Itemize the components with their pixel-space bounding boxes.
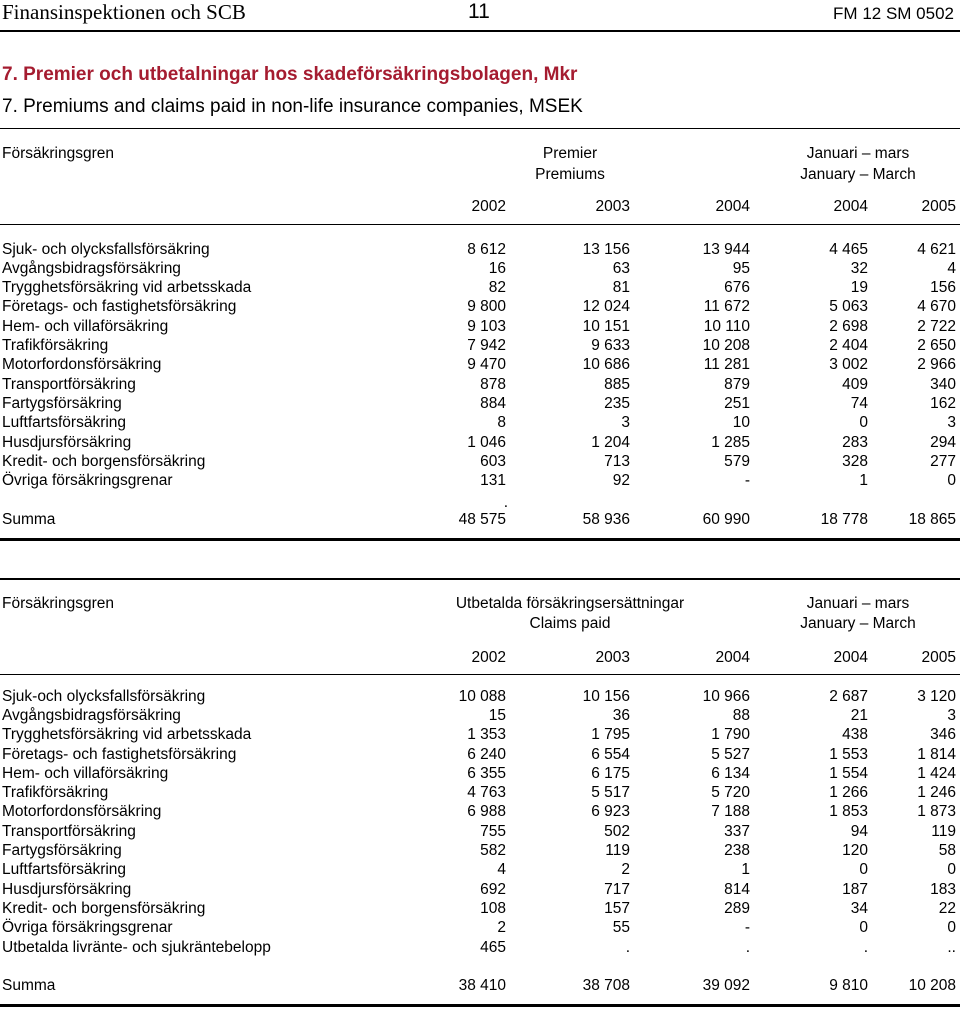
cell-value: 1 873 xyxy=(917,803,956,820)
cell-value: 5 527 xyxy=(711,746,750,763)
cell-value: 22 xyxy=(938,900,956,917)
row-label: Transportförsäkring xyxy=(2,823,136,840)
cell-value: 16 xyxy=(488,260,506,277)
cell-value: 755 xyxy=(480,823,506,840)
cell-value: 4 670 xyxy=(917,298,956,315)
cell-value: 5 720 xyxy=(711,784,750,801)
header-rule xyxy=(0,30,960,32)
cell-value: 1 853 xyxy=(829,803,868,820)
cell-value: 6 554 xyxy=(591,746,630,763)
cell-value: 10 088 xyxy=(458,688,506,705)
cell-value: 58 xyxy=(938,842,956,859)
total-label: Summa xyxy=(2,977,56,994)
cell-value: 10 686 xyxy=(582,356,630,373)
cell-value: 3 xyxy=(947,414,956,431)
row-label: Motorfordonsförsäkring xyxy=(2,803,162,820)
cell-value: 1 046 xyxy=(467,434,506,451)
cell-value: 19 xyxy=(850,279,868,296)
quarter-header-en: January – March xyxy=(800,615,916,632)
total-value: 58 936 xyxy=(582,511,630,528)
cell-value: 108 xyxy=(480,900,506,917)
cell-value: 328 xyxy=(842,453,868,470)
cell-value: 603 xyxy=(480,453,506,470)
stray-dot: . xyxy=(503,494,508,511)
cell-value: 1 554 xyxy=(829,765,868,782)
cell-value: 2 xyxy=(621,861,630,878)
cell-value: 4 763 xyxy=(467,784,506,801)
cell-value: 438 xyxy=(842,726,868,743)
cell-value: 0 xyxy=(947,861,956,878)
row-label: Kredit- och borgensförsäkring xyxy=(2,900,206,917)
cell-value: 289 xyxy=(724,900,750,917)
cell-value: 120 xyxy=(842,842,868,859)
cell-value: 6 175 xyxy=(591,765,630,782)
cell-value: 885 xyxy=(604,376,630,393)
cell-value: 4 621 xyxy=(917,241,956,258)
row-label: Övriga försäkringsgrenar xyxy=(2,472,173,489)
year-header: 2005 xyxy=(921,198,956,215)
cell-value: 32 xyxy=(850,260,868,277)
cell-value: 2 650 xyxy=(917,337,956,354)
header-rule xyxy=(0,224,960,225)
cell-value: 346 xyxy=(930,726,956,743)
cell-value: 6 988 xyxy=(467,803,506,820)
row-label: Trygghetsförsäkring vid arbetsskada xyxy=(2,726,252,743)
cell-value: 579 xyxy=(724,453,750,470)
cell-value: 156 xyxy=(930,279,956,296)
cell-value: 2 698 xyxy=(829,318,868,335)
year-header: 2005 xyxy=(921,649,956,666)
cell-value: 11 672 xyxy=(703,298,750,315)
year-header: 2002 xyxy=(471,198,506,215)
cell-value: 94 xyxy=(850,823,868,840)
cell-value: 10 xyxy=(732,414,750,431)
cell-value: 0 xyxy=(859,861,868,878)
cell-value: 131 xyxy=(480,472,506,489)
cell-value: 9 470 xyxy=(467,356,506,373)
row-label: Husdjursförsäkring xyxy=(2,434,132,451)
cell-value: 187 xyxy=(842,881,868,898)
row-label: Sjuk- och olycksfallsförsäkring xyxy=(2,241,210,258)
cell-value: - xyxy=(744,472,750,489)
cell-value: 21 xyxy=(850,707,868,724)
cell-value: 0 xyxy=(947,919,956,936)
page-number: 11 xyxy=(468,0,490,23)
cell-value: 1 814 xyxy=(917,746,956,763)
row-label: Företags- och fastighetsförsäkring xyxy=(2,298,237,315)
total-value: 60 990 xyxy=(702,511,750,528)
cell-value: 1 246 xyxy=(917,784,956,801)
total-value: 18 865 xyxy=(908,511,956,528)
cell-value: 582 xyxy=(480,842,506,859)
year-header: 2002 xyxy=(471,649,506,666)
total-value: 38 410 xyxy=(458,977,506,994)
cell-value: 0 xyxy=(859,414,868,431)
row-label: Avgångsbidragsförsäkring xyxy=(2,260,181,277)
cell-value: 878 xyxy=(480,376,506,393)
quarter-header-en: January – March xyxy=(800,166,916,183)
cell-value: 1 424 xyxy=(917,765,956,782)
total-value: 10 208 xyxy=(908,977,956,994)
cell-value: .. xyxy=(947,939,956,956)
header-publisher: Finansinspektionen och SCB xyxy=(2,0,246,24)
cell-value: 5 517 xyxy=(591,784,630,801)
total-label: Summa xyxy=(2,511,56,528)
cell-value: 1 xyxy=(859,472,868,489)
cell-value: 11 281 xyxy=(703,356,750,373)
cell-value: 3 002 xyxy=(829,356,868,373)
row-label: Luftfartsförsäkring xyxy=(2,861,127,878)
cell-value: 277 xyxy=(930,453,956,470)
cell-value: 502 xyxy=(604,823,630,840)
cell-value: 2 xyxy=(497,919,506,936)
cell-value: 74 xyxy=(850,395,868,412)
cell-value: 157 xyxy=(604,900,630,917)
cell-value: 2 966 xyxy=(917,356,956,373)
cell-value: 2 722 xyxy=(917,318,956,335)
cell-value: 340 xyxy=(930,376,956,393)
cell-value: 63 xyxy=(612,260,630,277)
cell-value: 1 285 xyxy=(711,434,750,451)
row-label: Hem- och villaförsäkring xyxy=(2,765,169,782)
row-label: Företags- och fastighetsförsäkring xyxy=(2,746,237,763)
cell-value: 10 208 xyxy=(702,337,750,354)
cell-value: 283 xyxy=(842,434,868,451)
title-rule xyxy=(0,128,960,129)
header-series: FM 12 SM 0502 xyxy=(833,4,954,23)
cell-value: 409 xyxy=(842,376,868,393)
cell-value: 294 xyxy=(930,434,956,451)
row-label: Utbetalda livränte- och sjukräntebelopp xyxy=(2,939,271,956)
cell-value: 34 xyxy=(850,900,868,917)
cell-value: 6 355 xyxy=(467,765,506,782)
cell-value: 10 966 xyxy=(702,688,750,705)
cell-value: 162 xyxy=(930,395,956,412)
row-label: Trygghetsförsäkring vid arbetsskada xyxy=(2,279,252,296)
cell-value: 3 xyxy=(621,414,630,431)
cell-value: 2 687 xyxy=(829,688,868,705)
cell-value: 12 024 xyxy=(582,298,630,315)
cell-value: - xyxy=(744,919,750,936)
cell-value: 884 xyxy=(480,395,506,412)
cell-value: 879 xyxy=(724,376,750,393)
premiums-header-en: Premiums xyxy=(535,166,605,183)
cell-value: 1 xyxy=(741,861,750,878)
cell-value: 4 xyxy=(497,861,506,878)
cell-value: . xyxy=(863,939,868,956)
branch-header: Försäkringsgren xyxy=(2,145,114,162)
cell-value: 4 xyxy=(947,260,956,277)
cell-value: 4 465 xyxy=(829,241,868,258)
cell-value: 0 xyxy=(859,919,868,936)
row-label: Trafikförsäkring xyxy=(2,337,109,354)
row-label: Husdjursförsäkring xyxy=(2,881,132,898)
row-label: Motorfordonsförsäkring xyxy=(2,356,162,373)
cell-value: 9 800 xyxy=(467,298,506,315)
row-label: Sjuk-och olycksfallsförsäkring xyxy=(2,688,206,705)
cell-value: . xyxy=(625,939,630,956)
cell-value: 9 103 xyxy=(467,318,506,335)
cell-value: 0 xyxy=(947,472,956,489)
cell-value: 9 633 xyxy=(591,337,630,354)
row-label: Övriga försäkringsgrenar xyxy=(2,919,173,936)
cell-value: 692 xyxy=(480,881,506,898)
claims-header-sv: Utbetalda försäkringsersättningar xyxy=(455,595,685,612)
cell-value: 6 134 xyxy=(711,765,750,782)
year-header: 2004 xyxy=(833,198,868,215)
cell-value: 1 266 xyxy=(829,784,868,801)
branch-header: Försäkringsgren xyxy=(2,595,114,612)
cell-value: 10 110 xyxy=(703,318,750,335)
cell-value: 13 156 xyxy=(582,241,630,258)
header-rule xyxy=(0,674,960,675)
cell-value: 95 xyxy=(732,260,750,277)
cell-value: 13 944 xyxy=(702,241,750,258)
cell-value: 5 063 xyxy=(829,298,868,315)
cell-value: 713 xyxy=(604,453,630,470)
cell-value: 81 xyxy=(612,279,630,296)
cell-value: 36 xyxy=(612,707,630,724)
premiums-header-sv: Premier xyxy=(542,145,598,162)
table-end-rule xyxy=(0,1004,960,1007)
total-value: 18 778 xyxy=(820,511,868,528)
cell-value: 337 xyxy=(724,823,750,840)
total-value: 9 810 xyxy=(829,977,868,994)
quarter-header-sv: Januari – mars xyxy=(806,145,910,162)
cell-value: 7 188 xyxy=(711,803,750,820)
cell-value: 82 xyxy=(488,279,506,296)
cell-value: 814 xyxy=(724,881,750,898)
row-label: Transportförsäkring xyxy=(2,376,136,393)
year-header: 2003 xyxy=(595,198,630,215)
cell-value: 238 xyxy=(724,842,750,859)
cell-value: 10 156 xyxy=(582,688,630,705)
cell-value: 1 353 xyxy=(467,726,506,743)
cell-value: 15 xyxy=(488,707,506,724)
cell-value: 6 923 xyxy=(591,803,630,820)
cell-value: 717 xyxy=(604,881,630,898)
row-label: Luftfartsförsäkring xyxy=(2,414,127,431)
cell-value: 3 120 xyxy=(917,688,956,705)
row-label: Fartygsförsäkring xyxy=(2,842,122,859)
cell-value: 7 942 xyxy=(467,337,506,354)
cell-value: 465 xyxy=(480,939,506,956)
title-swedish: 7. Premier och utbetalningar hos skadeförsäkringsbolagen, Mkr xyxy=(2,64,578,85)
quarter-header-sv: Januari – mars xyxy=(806,595,910,612)
cell-value: 8 xyxy=(497,414,506,431)
total-value: 38 708 xyxy=(582,977,630,994)
row-label: Kredit- och borgensförsäkring xyxy=(2,453,206,470)
cell-value: 119 xyxy=(931,823,956,840)
table-end-rule xyxy=(0,538,960,541)
row-label: Trafikförsäkring xyxy=(2,784,109,801)
cell-value: 2 404 xyxy=(829,337,868,354)
title-english: 7. Premiums and claims paid in non-life insurance companies, MSEK xyxy=(2,96,583,117)
cell-value: 119 xyxy=(605,842,630,859)
total-value: 39 092 xyxy=(702,977,750,994)
cell-value: 1 790 xyxy=(711,726,750,743)
cell-value: 1 204 xyxy=(591,434,630,451)
cell-value: 10 151 xyxy=(582,318,630,335)
cell-value: 6 240 xyxy=(467,746,506,763)
total-value: 48 575 xyxy=(458,511,506,528)
cell-value: 183 xyxy=(930,881,956,898)
cell-value: 235 xyxy=(604,395,630,412)
cell-value: 3 xyxy=(947,707,956,724)
cell-value: 88 xyxy=(732,707,750,724)
cell-value: . xyxy=(745,939,750,956)
year-header: 2004 xyxy=(833,649,868,666)
cell-value: 251 xyxy=(724,395,750,412)
row-label: Avgångsbidragsförsäkring xyxy=(2,707,181,724)
cell-value: 55 xyxy=(612,919,630,936)
cell-value: 676 xyxy=(724,279,750,296)
row-label: Hem- och villaförsäkring xyxy=(2,318,169,335)
cell-value: 1 553 xyxy=(829,746,868,763)
year-header: 2004 xyxy=(715,649,750,666)
cell-value: 1 795 xyxy=(591,726,630,743)
year-header: 2003 xyxy=(595,649,630,666)
row-label: Fartygsförsäkring xyxy=(2,395,122,412)
table-top-rule xyxy=(0,578,960,580)
cell-value: 92 xyxy=(612,472,630,489)
cell-value: 8 612 xyxy=(467,241,506,258)
claims-header-en: Claims paid xyxy=(529,615,611,632)
year-header: 2004 xyxy=(715,198,750,215)
